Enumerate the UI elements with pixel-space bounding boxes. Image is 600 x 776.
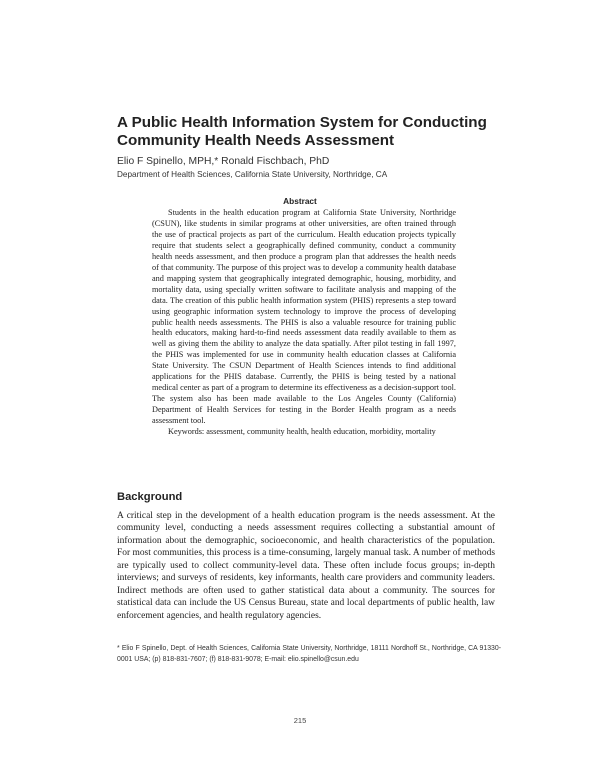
background-heading: Background xyxy=(117,491,183,503)
background-body: A critical step in the development of a health education program is the needs assessment. At the community level, conducting a needs assessment requires collecting a substantial amount of information about the demographic, socioeconomic, and health characteristics of the population. For most communities, this process is a time-consuming, largely manual task. A number of methods are typically used to collect community-level data. These often include focus groups; in-depth interviews; and surveys of residents, key informants, health care providers and community leaders. Indirect methods are often used to gather statistical data about a community. The sources for statistical data can include the US Census Bureau, state and local departments of public health, law enforcement agencies, and health regulatory agencies. xyxy=(117,511,495,621)
author-affiliation: Department of Health Sciences, California State University, Northridge, CA xyxy=(117,170,388,179)
author-footnote: * Elio F Spinello, Dept. of Health Sciences, California State University, Northridge, 18111 Nordhoff St., Northridge, CA 91330-0001 USA; (p) 818-831-7607; (f) 818-831-9078; E-mail: elio.spinello@csun.edu xyxy=(117,645,501,663)
abstract-heading: Abstract xyxy=(283,196,317,206)
author-list: Elio F Spinello, MPH,* Ronald Fischbach, PhD xyxy=(117,156,330,167)
abstract-section xyxy=(152,208,456,438)
page-number: 215 xyxy=(293,716,307,725)
abstract-body: Students in the health education program at California State University, Northridge (CSUN), like students in similar programs at other universities, are often trained through the use of practical projects as part of the curriculum. Health education projects typically require that students select a geographically defined community, conduct a community health needs assessment, and then produce a program plan that addresses the health needs of that community. The purpose of this project was to develop a community health database and mapping system that geographically integrated demographic, housing, morbidity, and mortality data, using specially written software to facilitate analysis and mapping of the data. The creation of this public health information system (PHIS) represents a step toward using geographic information system technology to improve the process of developing public health needs assessments. The PHIS is also a valuable resource for training public health educators, making hard-to-find needs assessment data readily available to them as well as giving them the ability to analyze the data spatially. After pilot testing in fall 1997, the PHIS was implemented for use in community health education classes at California State University. The CSUN Department of Health Sciences intends to find additional applications for the PHIS database. Currently, the PHIS is being tested by a national medical center as part of a program to determine its effectiveness as a decision-support tool. The system also has been made available to the Los Angeles County (California) Department of Health Services for testing in the Border Health program as a needs assessment tool. xyxy=(152,208,456,426)
article-title: A Public Health Information System for Conducting Community Health Needs Assessment xyxy=(117,114,487,149)
abstract-keywords: Keywords: assessment, community health, health education, morbidity, mortality xyxy=(168,427,436,437)
